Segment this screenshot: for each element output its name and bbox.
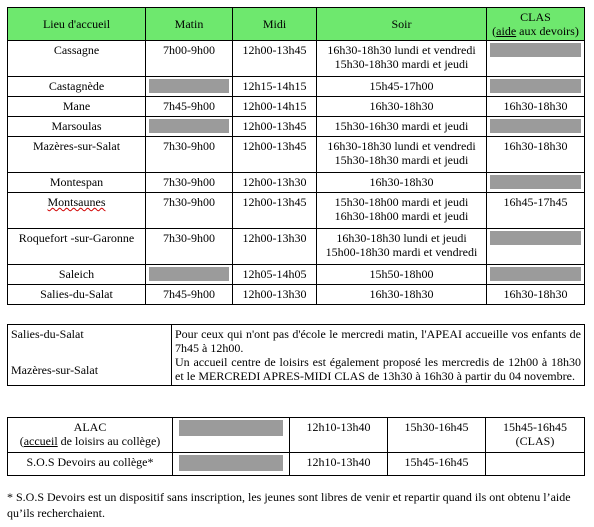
clas-cell	[487, 97, 585, 117]
midi-time: 12h00-13h45	[242, 119, 307, 133]
soir-cell	[317, 97, 487, 117]
clas-cell	[487, 229, 585, 265]
header-clas-rest: aux devoirs)	[516, 24, 579, 38]
matin-cell	[146, 97, 233, 117]
sos-midi-cell: 12h10-13h40	[290, 453, 388, 476]
midi-time: 12h05-14h05	[242, 267, 307, 281]
alac-matin-cell	[173, 418, 290, 453]
matin-time: 7h30-9h00	[163, 139, 215, 153]
matin-cell	[146, 117, 233, 137]
alac-row	[8, 418, 585, 453]
matin-time: 7h30-9h00	[163, 175, 215, 189]
soir-time-line1: 15h45-17h00	[369, 79, 434, 93]
schedule-row	[8, 77, 585, 97]
matin-cell	[146, 137, 233, 173]
empty-cell-marker	[490, 79, 581, 93]
schedule-table	[7, 7, 585, 305]
lieu-name: Castagnède	[48, 79, 105, 93]
clas-cell	[487, 285, 585, 305]
empty-cell-marker	[490, 231, 581, 245]
alac-clas-time: 15h45-16h45	[503, 420, 567, 434]
matin-time: 7h30-9h00	[163, 195, 215, 209]
lieu-name: Mane	[62, 99, 91, 113]
midi-time: 12h00-13h30	[242, 231, 307, 245]
matin-time: 7h00-9h00	[163, 43, 215, 57]
midi-time: 12h00-13h45	[242, 43, 307, 57]
header-matin: Matin	[146, 8, 233, 41]
matin-cell	[146, 193, 233, 229]
lieu-name: Saleich	[58, 267, 95, 281]
matin-cell	[146, 229, 233, 265]
clas-cell	[487, 193, 585, 229]
lieu-cell	[8, 137, 146, 173]
header-soir: Soir	[317, 8, 487, 41]
midi-time: 12h00-13h45	[242, 195, 307, 209]
matin-time: 7h45-9h00	[163, 99, 215, 113]
clas-cell	[487, 41, 585, 77]
midi-time: 12h15-14h15	[242, 79, 307, 93]
soir-time-line1: 16h30-18h30	[369, 99, 434, 113]
clas-cell	[487, 117, 585, 137]
schedule-row	[8, 265, 585, 285]
sos-row	[8, 453, 585, 476]
notes-row	[8, 325, 585, 386]
schedule-row	[8, 97, 585, 117]
soir-time-line1: 15h50-18h00	[369, 267, 434, 281]
alac-accueil: accueil	[23, 434, 58, 448]
midi-cell	[233, 41, 317, 77]
clas-cell	[487, 265, 585, 285]
soir-cell	[317, 117, 487, 137]
alac-rest: de loisirs au collège)	[57, 434, 161, 448]
notes-left-cell	[8, 325, 172, 386]
matin-time: 7h30-9h00	[163, 231, 215, 245]
lieu-name: Mazères-sur-Salat	[32, 139, 121, 153]
schedule-row	[8, 229, 585, 265]
lieu-cell	[8, 265, 146, 285]
soir-cell	[317, 41, 487, 77]
schedule-header-row	[8, 8, 585, 41]
midi-time: 12h00-13h30	[242, 287, 307, 301]
clas-time: 16h30-18h30	[503, 99, 568, 113]
notes-paragraph-2: Un accueil centre de loisirs est également proposé les mercredis de 12h00 à 18h30 et le MERCREDI APRES-MIDI CLAS de 13h30 à 16h30 à partir du 04 novembre.	[175, 355, 581, 383]
soir-cell	[317, 229, 487, 265]
matin-cell	[146, 265, 233, 285]
soir-time-line1: 16h30-18h30 lundi et vendredi	[327, 43, 476, 57]
header-lieu: Lieu d'accueil	[8, 8, 146, 41]
soir-time-line1: 15h30-16h30 mardi et jeudi	[334, 119, 469, 133]
lieu-name: Marsoulas	[51, 119, 102, 133]
empty-cell-marker	[179, 420, 283, 436]
clas-cell	[487, 173, 585, 193]
soir-cell	[317, 193, 487, 229]
clas-time: 16h45-17h45	[503, 195, 568, 209]
notes-location-mazeres: Mazères-sur-Salat	[11, 363, 99, 377]
soir-cell	[317, 285, 487, 305]
header-midi: Midi	[233, 8, 317, 41]
lieu-cell	[8, 41, 146, 77]
midi-cell	[233, 137, 317, 173]
alac-paren: (	[19, 434, 24, 448]
lieu-cell	[8, 193, 146, 229]
lieu-cell	[8, 173, 146, 193]
soir-time-line1: 15h30-18h00 mardi et jeudi	[334, 195, 469, 209]
empty-cell-marker	[490, 267, 581, 281]
empty-cell-marker	[149, 79, 229, 93]
sos-matin-cell	[173, 453, 290, 476]
soir-cell	[317, 137, 487, 173]
soir-cell	[317, 173, 487, 193]
alac-midi-cell: 12h10-13h40	[290, 418, 388, 453]
clas-cell	[487, 77, 585, 97]
clas-cell	[487, 137, 585, 173]
empty-cell-marker	[149, 119, 229, 133]
notes-table	[7, 324, 585, 386]
matin-cell	[146, 77, 233, 97]
soir-cell	[317, 77, 487, 97]
soir-time-line2: 16h30-18h00 mardi et jeudi	[334, 209, 469, 223]
schedule-row	[8, 285, 585, 305]
sos-soir-cell: 15h45-16h45	[388, 453, 486, 476]
alac-title-cell	[8, 418, 173, 453]
midi-time: 12h00-14h15	[242, 99, 307, 113]
soir-time-line1: 16h30-18h30	[369, 287, 434, 301]
lieu-cell	[8, 97, 146, 117]
midi-time: 12h00-13h45	[242, 139, 307, 153]
notes-location-salies: Salies-du-Salat	[11, 327, 84, 341]
matin-time: 7h45-9h00	[163, 287, 215, 301]
lieu-name: Cassagne	[53, 43, 100, 57]
empty-cell-marker	[490, 119, 581, 133]
lieu-cell	[8, 229, 146, 265]
footnote: * S.O.S Devoirs est un dispositif sans inscription, les jeunes sont libres de venir et repartir quand ils ont obtenu l’aide qu’ils recherchaient.	[7, 490, 571, 520]
soir-time-line1: 16h30-18h30	[369, 175, 434, 189]
matin-cell	[146, 173, 233, 193]
midi-cell	[233, 97, 317, 117]
soir-time-line2: 15h30-18h30 mardi et jeudi	[334, 153, 469, 167]
clas-time: 16h30-18h30	[503, 139, 568, 153]
alac-table	[7, 417, 585, 476]
schedule-body	[8, 41, 585, 305]
midi-cell	[233, 77, 317, 97]
header-clas-aide: aide	[496, 24, 517, 38]
sos-title-cell: S.O.S Devoirs au collège*	[8, 453, 173, 476]
midi-cell	[233, 193, 317, 229]
sos-clas-cell	[486, 453, 585, 476]
lieu-cell	[8, 77, 146, 97]
clas-time: 16h30-18h30	[503, 287, 568, 301]
schedule-row	[8, 117, 585, 137]
soir-time-line1: 16h30-18h30 lundi et vendredi	[327, 139, 476, 153]
header-clas	[487, 8, 585, 41]
notes-paragraph-1: Pour ceux qui n'ont pas d'école le mercredi matin, l'APEAI accueille vos enfants de 7h45 à 12h00.	[175, 327, 581, 355]
empty-cell-marker	[149, 267, 229, 281]
empty-cell-marker	[179, 455, 283, 471]
alac-clas-cell	[486, 418, 585, 453]
lieu-name: Salies-du-Salat	[40, 287, 113, 301]
soir-time-line2: 15h00-18h30 mardi et vendredi	[325, 245, 478, 259]
lieu-name: Montespan	[49, 175, 104, 189]
empty-cell-marker	[490, 175, 581, 189]
alac-soir-cell: 15h30-16h45	[388, 418, 486, 453]
schedule-row	[8, 137, 585, 173]
lieu-name: Roquefort -sur-Garonne	[18, 231, 135, 245]
midi-cell	[233, 173, 317, 193]
lieu-cell	[8, 285, 146, 305]
midi-cell	[233, 265, 317, 285]
empty-cell-marker	[490, 43, 581, 57]
soir-time-line1: 16h30-18h30 lundi et jeudi	[336, 231, 467, 245]
matin-cell	[146, 285, 233, 305]
midi-cell	[233, 117, 317, 137]
schedule-row	[8, 41, 585, 77]
lieu-name: Montsaunes	[47, 195, 106, 209]
notes-right-cell	[172, 325, 585, 386]
soir-time-line2: 15h30-18h30 mardi et jeudi	[334, 57, 469, 71]
soir-cell	[317, 265, 487, 285]
header-clas-paren: (	[492, 24, 497, 38]
schedule-row	[8, 173, 585, 193]
matin-cell	[146, 41, 233, 77]
midi-time: 12h00-13h30	[242, 175, 307, 189]
midi-cell	[233, 229, 317, 265]
schedule-row	[8, 193, 585, 229]
midi-cell	[233, 285, 317, 305]
alac-title: ALAC	[73, 420, 107, 434]
alac-clas-label: (CLAS)	[515, 434, 555, 448]
header-clas-title: CLAS	[520, 10, 551, 24]
lieu-cell	[8, 117, 146, 137]
